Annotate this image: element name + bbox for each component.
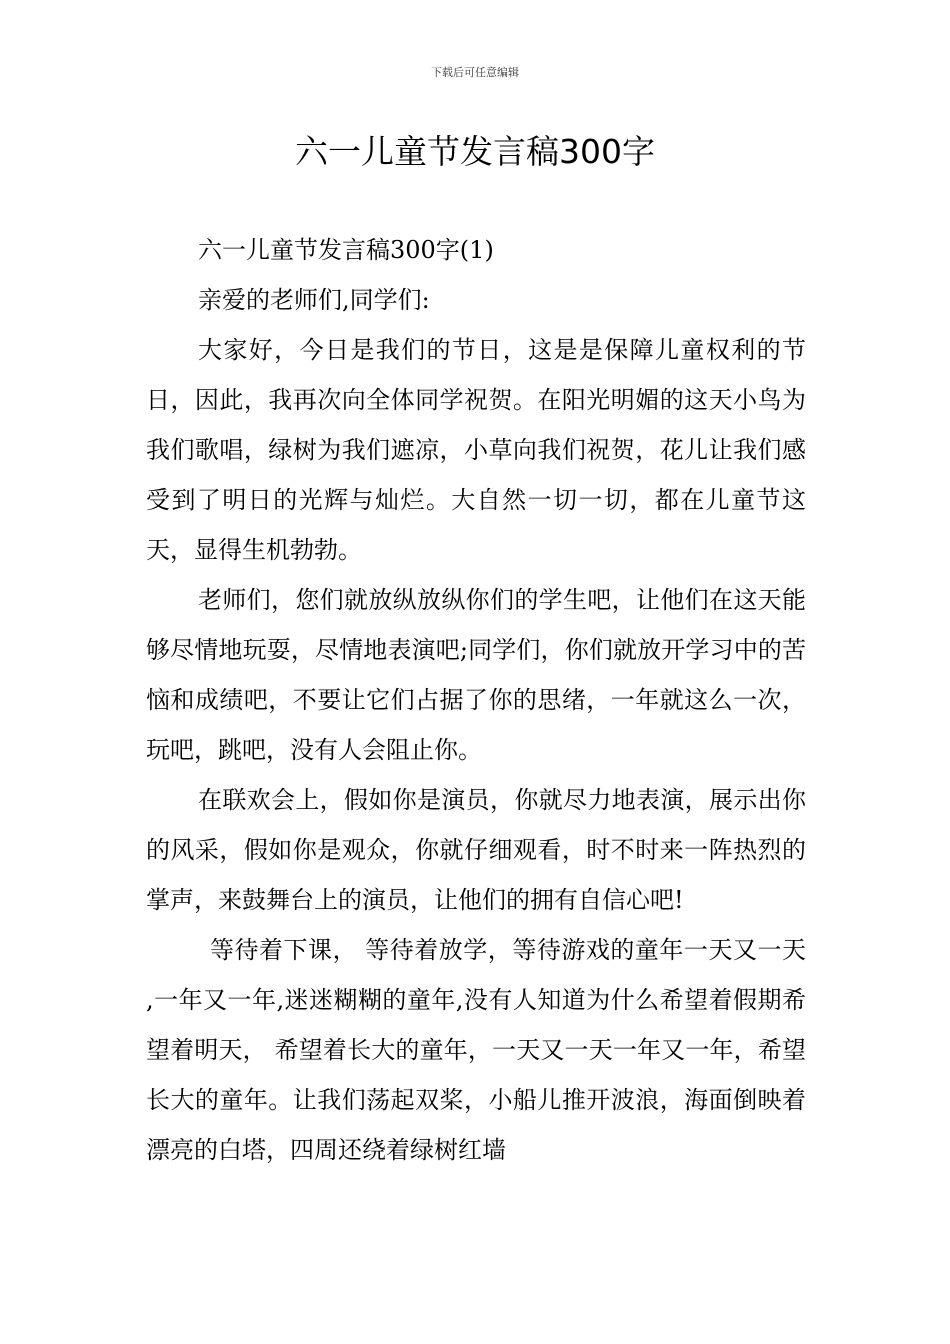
paragraph: 老师们，您们就放纵放纵你们的学生吧，让他们在这天能够尽情地玩耍，尽情地表演吧;同学们，你们就放开学习中的苦恼和成绩吧，不要让它们占据了你的思绪，一年就这么一次，玩吧，跳吧，没有人会阻止你。 [146,586,806,764]
page-header-note: 下载后可任意编辑 [431,66,519,79]
document-title: 六一儿童节发言稿300字 [295,132,655,171]
paragraph-salutation: 亲爱的老师们,同学们: [198,286,430,314]
document-body [146,225,806,1175]
paragraph: 大家好，今日是我们的节日，这是是保障儿童权利的节日，因此，我再次向全体同学祝贺。在阳光明媚的这天小鸟为我们歌唱，绿树为我们遮凉，小草向我们祝贺，花儿让我们感受到了明日的光辉与灿烂。大自然一切一切，都在儿童节这天，显得生机勃勃。 [146,336,806,564]
paragraph: 等待着下课， 等待着放学，等待游戏的童年一天又一天 ,一年又一年,迷迷糊糊的童年,没有人知道为什么希望着假期希望着明天， 希望着长大的童年，一天又一天一年又一年，希望长大的童年。让我们荡起双桨，小船儿推开波浪，海面倒映着漂亮的白塔，四周还绕着绿树红墙 [146,936,806,1164]
paragraph-subtitle: 六一儿童节发言稿300字(1) [198,236,494,264]
paragraph: 在联欢会上，假如你是演员，你就尽力地表演，展示出你的风采，假如你是观众，你就仔细观看，时不时来一阵热烈的掌声，来鼓舞台上的演员，让他们的拥有自信心吧! [146,786,806,914]
